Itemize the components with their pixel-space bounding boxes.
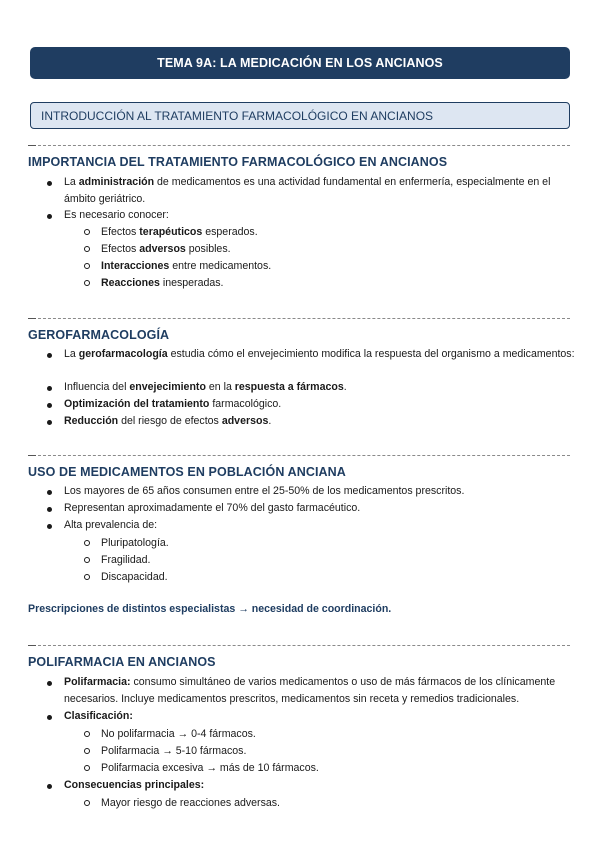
sub-bullet-icon [84,748,90,754]
section-heading-importancia: IMPORTANCIA DEL TRATAMIENTO FARMACOLÓGICO EN ANCIANOS [28,155,448,169]
bullet-icon [47,524,52,529]
sub-bullet-icon [84,557,90,563]
list-item: Efectos adversos posibles. [101,243,231,255]
list-item: Optimización del tratamiento farmacológico. [64,398,282,410]
list-item: Clasificación: [64,710,133,722]
list-item: Alta prevalencia de: [64,519,158,531]
section-divider [28,645,570,646]
list-item: Polifarmacia → 5-10 fármacos. [101,745,247,757]
coordination-note: Prescripciones de distintos especialistas → necesidad de coordinación. [28,603,392,615]
sub-bullet-icon [84,263,90,269]
list-item: Mayor riesgo de reacciones adversas. [101,797,281,809]
section-heading-polifarmacia: POLIFARMACIA EN ANCIANOS [28,655,216,669]
list-item: Pluripatología. [101,537,169,549]
list-item: Efectos terapéuticos esperados. [101,226,258,238]
page-title: TEMA 9A: LA MEDICACIÓN EN LOS ANCIANOS [30,47,570,79]
list-item: Los mayores de 65 años consumen entre el 25-50% de los medicamentos prescritos. [64,485,465,497]
list-item: Reducción del riesgo de efectos adversos. [64,415,272,427]
list-item: Es necesario conocer: [64,209,169,221]
list-item: Consecuencias principales: [64,779,205,791]
sub-bullet-icon [84,765,90,771]
section-heading-gerofarmacologia: GEROFARMACOLOGÍA [28,328,170,342]
list-item: Polifarmacia: consumo simultáneo de varios medicamentos o uso de más fármacos de los clínicamente necesarios. Incluye medicamentos prescritos, medicamentos sin receta y remedios tradicionales. [64,676,556,705]
bullet-icon [47,181,52,186]
list-item: No polifarmacia → 0-4 fármacos. [101,728,256,740]
list-item: La administración de medicamentos es una actividad fundamental en enfermería, especialmente en el ámbito geriátrico. [64,176,551,205]
list-item: Influencia del envejecimiento en la respuesta a fármacos. [64,381,347,393]
sub-bullet-icon [84,229,90,235]
bullet-icon [47,784,52,789]
list-item: Interacciones entre medicamentos. [101,260,272,272]
bullet-icon [47,386,52,391]
section-subtitle: INTRODUCCIÓN AL TRATAMIENTO FARMACOLÓGICO EN ANCIANOS [30,102,570,129]
list-item: Polifarmacia excesiva → más de 10 fármacos. [101,762,319,774]
sub-bullet-icon [84,540,90,546]
section-divider [28,145,570,146]
bullet-icon [47,507,52,512]
sub-bullet-icon [84,246,90,252]
sub-bullet-icon [84,280,90,286]
bullet-icon [47,214,52,219]
bullet-icon [47,420,52,425]
sub-bullet-icon [84,574,90,580]
bullet-icon [47,715,52,720]
sub-bullet-icon [84,731,90,737]
bullet-icon [47,681,52,686]
bullet-icon [47,403,52,408]
list-item: Representan aproximadamente el 70% del gasto farmacéutico. [64,502,361,514]
bullet-icon [47,490,52,495]
sub-bullet-icon [84,800,90,806]
list-item: La gerofarmacología estudia cómo el envejecimiento modifica la respuesta del organismo a medicamentos: [64,348,575,360]
section-heading-uso: USO DE MEDICAMENTOS EN POBLACIÓN ANCIANA [28,465,346,479]
section-divider [28,318,570,319]
list-item: Reacciones inesperadas. [101,277,224,289]
list-item: Discapacidad. [101,571,168,583]
section-divider [28,455,570,456]
bullet-icon [47,353,52,358]
list-item: Fragilidad. [101,554,151,566]
